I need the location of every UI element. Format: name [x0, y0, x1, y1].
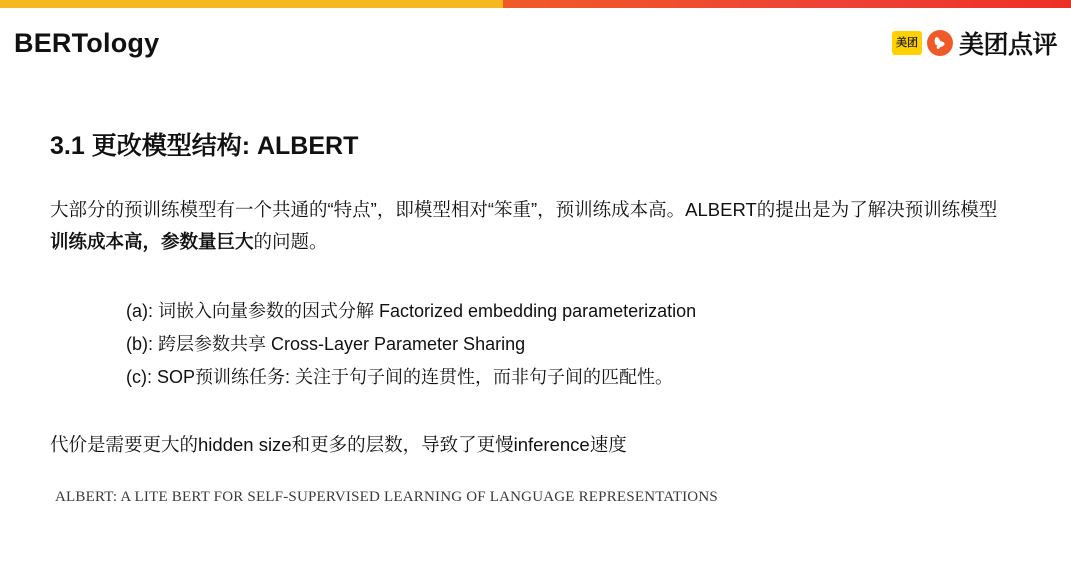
slide-body	[0, 74, 1071, 506]
closing-note: 代价是需要更大的hidden size和更多的层数，导致了更慢inference速度	[50, 433, 627, 455]
list-item: (b): 跨层参数共享 Cross-Layer Parameter Sharing	[126, 334, 526, 355]
intro-paragraph	[50, 194, 1010, 259]
section-heading: 3.1 更改模型结构: ALBERT	[50, 132, 359, 160]
intro-paragraph-bold: 训练成本高，参数量巨大	[50, 231, 254, 253]
intro-paragraph-part1: 大部分的预训练模型有一个共通的“特点”，即模型相对“笨重”，预训练成本高。ALBERT的提出是为了解决预训练模型	[50, 199, 998, 220]
meituan-kangaroo-icon	[927, 30, 953, 56]
page-title: BERTology	[14, 28, 160, 58]
reference-citation: ALBERT: A LITE BERT FOR SELF-SUPERVISED LEARNING OF LANGUAGE REPRESENTATIONS	[55, 488, 718, 505]
list-item: (a): 词嵌入向量参数的因式分解 Factorized embedding parameterization	[126, 300, 697, 321]
slide-header	[0, 8, 1071, 74]
brand-wordmark: 美团点评	[958, 31, 1057, 59]
brand-logo	[892, 28, 1057, 58]
accent-bar-orange-segment	[503, 0, 1071, 8]
bullet-list	[126, 295, 1071, 395]
meituan-badge: 美团	[892, 31, 922, 55]
top-accent-bar	[0, 0, 1071, 8]
intro-paragraph-part2: 的问题。	[253, 231, 328, 253]
accent-bar-yellow-segment	[0, 0, 503, 8]
list-item: (c): SOP预训练任务: 关注于句子间的连贯性，而非句子间的匹配性。	[126, 367, 674, 388]
